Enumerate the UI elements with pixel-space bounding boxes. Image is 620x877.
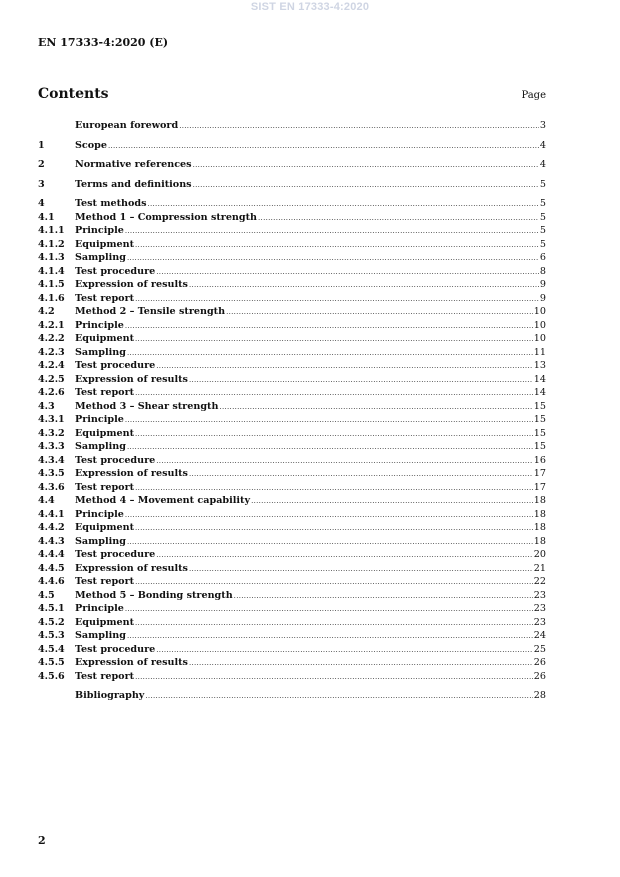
toc-entry-number: 4.1.2 (38, 238, 65, 250)
toc-entry-title: Test methods (75, 198, 147, 209)
toc-entry-title: Sampling (75, 252, 126, 263)
toc-entry[interactable] (38, 400, 546, 414)
toc-entry-title: Expression of results (75, 562, 188, 574)
toc-dot-leader (156, 549, 533, 563)
toc-entry[interactable] (38, 292, 546, 306)
toc-entry-number: 4.4.4 (38, 549, 65, 560)
toc-entry-title: Terms and definitions (75, 178, 192, 190)
toc-entry-number: 4.1.1 (38, 225, 65, 236)
toc-entry-title: Scope (75, 139, 107, 151)
toc-dot-leader (193, 159, 539, 173)
toc-dot-leader (156, 644, 533, 658)
toc-entry-page: 17 (533, 481, 546, 493)
toc-entry-title: Equipment (75, 427, 135, 439)
toc-entry-page: 5 (539, 198, 546, 209)
toc-entry-title: Sampling (75, 441, 126, 452)
toc-entry-number: 4.2.1 (38, 319, 65, 331)
toc-entry[interactable] (38, 440, 546, 454)
toc-entry[interactable] (38, 238, 546, 252)
toc-entry[interactable] (38, 158, 546, 172)
toc-entry-page: 22 (533, 576, 546, 587)
toc-entry-page: 18 (533, 522, 546, 533)
toc-entry-page: 15 (533, 427, 546, 439)
toc-entry[interactable] (38, 535, 546, 549)
toc-entry-title: Equipment (75, 616, 135, 628)
toc-entry[interactable] (38, 386, 546, 400)
toc-entry-page: 24 (533, 630, 546, 641)
toc-entry-page: 3 (539, 120, 546, 131)
toc-entry-title: Expression of results (75, 373, 188, 385)
toc-dot-leader (127, 630, 533, 644)
toc-dot-leader (125, 225, 539, 239)
toc-entry[interactable] (38, 278, 546, 292)
toc-dot-leader (135, 239, 539, 253)
toc-entry-title: Test procedure (75, 360, 156, 371)
toc-entry-title: Test report (75, 387, 135, 398)
toc-entry-number: 4.5.6 (38, 670, 65, 682)
toc-entry-number: 4.3.4 (38, 454, 65, 466)
toc-entry-title: Test procedure (75, 549, 156, 560)
toc-entry-page: 16 (533, 454, 546, 466)
toc-entry-title: Principle (75, 319, 124, 331)
toc-entry-title: Sampling (75, 346, 126, 358)
toc-dot-leader (147, 198, 538, 212)
toc-dot-leader (135, 482, 533, 496)
toc-dot-leader (127, 347, 533, 361)
toc-entry-page: 20 (533, 549, 546, 560)
toc-entry-number: 4.4.2 (38, 522, 65, 533)
toc-entry[interactable] (38, 575, 546, 589)
toc-dot-leader (125, 320, 533, 334)
toc-dot-leader (189, 657, 533, 671)
toc-entry[interactable] (38, 481, 546, 495)
toc-entry[interactable] (38, 521, 546, 535)
toc-entry-page: 15 (533, 441, 546, 452)
toc-entry-page: 23 (533, 589, 546, 601)
toc-entry-number: 4.3.1 (38, 414, 65, 425)
toc-entry[interactable] (38, 670, 546, 684)
toc-dot-leader (189, 279, 539, 293)
toc-dot-leader (226, 306, 533, 320)
toc-entry-number: 4.3.2 (38, 427, 65, 439)
toc-entry-title: Principle (75, 225, 124, 236)
toc-entry[interactable] (38, 359, 546, 373)
page-column-label: Page (521, 90, 546, 101)
toc-dot-leader (135, 428, 533, 442)
toc-entry-title: Test procedure (75, 265, 156, 277)
toc-entry-page: 5 (539, 178, 546, 190)
toc-entry[interactable] (38, 251, 546, 265)
toc-dot-leader (189, 374, 533, 388)
toc-entry[interactable] (38, 589, 546, 603)
toc-entry-page: 6 (539, 252, 546, 263)
toc-entry-page: 23 (533, 603, 546, 614)
toc-entry-title: Principle (75, 508, 124, 520)
page-number: 2 (38, 834, 46, 847)
toc-entry-title: Test report (75, 292, 135, 304)
toc-entry[interactable] (38, 197, 546, 211)
toc-entry-number: 4.2.3 (38, 346, 65, 358)
toc-dot-leader (125, 509, 533, 523)
toc-entry-title: Normative references (75, 159, 192, 170)
toc-entry-page: 28 (533, 690, 546, 701)
toc-dot-leader (127, 252, 539, 266)
toc-entry[interactable] (38, 373, 546, 387)
toc-entry[interactable] (38, 548, 546, 562)
toc-entry[interactable] (38, 305, 546, 319)
toc-entry-number: 4.1.4 (38, 265, 65, 277)
toc-dot-leader (258, 212, 539, 226)
toc-entry-title: Test report (75, 670, 135, 682)
toc-entry-title: European foreword (75, 120, 179, 131)
toc-entry[interactable] (38, 602, 546, 616)
toc-dot-leader (219, 401, 532, 415)
toc-entry-number: 4.5.4 (38, 643, 65, 655)
toc-entry-page: 9 (539, 292, 546, 304)
toc-entry[interactable] (38, 616, 546, 630)
toc-entry-title: Principle (75, 414, 124, 425)
toc-entry-page: 26 (533, 657, 546, 668)
toc-entry-number: 2 (38, 159, 45, 170)
toc-entry[interactable] (38, 119, 546, 133)
toc-entry-page: 14 (533, 373, 546, 385)
toc-entry-title: Equipment (75, 238, 135, 250)
toc-entry-page: 15 (533, 400, 546, 412)
toc-entry-page: 21 (533, 562, 546, 574)
table-of-contents (38, 119, 546, 703)
toc-entry[interactable] (38, 629, 546, 643)
toc-entry-page: 9 (539, 279, 546, 290)
toc-dot-leader (135, 333, 533, 347)
toc-entry-number: 4.2 (38, 306, 55, 317)
toc-entry-number: 1 (38, 139, 45, 151)
toc-dot-leader (135, 293, 539, 307)
toc-entry-title: Equipment (75, 333, 135, 344)
toc-entry-page: 14 (533, 387, 546, 398)
contents-heading: Contents (38, 86, 109, 102)
toc-entry-title: Sampling (75, 630, 126, 641)
toc-entry-page: 13 (533, 360, 546, 371)
toc-entry-page: 18 (533, 495, 546, 506)
toc-entry-number: 4.1.6 (38, 292, 65, 304)
toc-entry-page: 4 (539, 159, 546, 170)
toc-entry-title: Method 2 – Tensile strength (75, 306, 226, 317)
toc-entry-number: 4.5.1 (38, 603, 65, 614)
toc-entry-page: 15 (533, 414, 546, 425)
toc-dot-leader (135, 522, 533, 536)
toc-entry[interactable] (38, 211, 546, 225)
toc-entry-page: 18 (533, 508, 546, 520)
toc-entry-number: 4.4.3 (38, 535, 65, 547)
toc-entry-number: 4.5.5 (38, 657, 65, 668)
toc-entry[interactable] (38, 413, 546, 427)
toc-dot-leader (179, 120, 539, 134)
toc-entry[interactable] (38, 508, 546, 522)
toc-entry-number: 4.5.2 (38, 616, 65, 628)
toc-entry-number: 4.2.6 (38, 387, 65, 398)
toc-entry-number: 4.5 (38, 589, 55, 601)
toc-entry[interactable] (38, 224, 546, 238)
toc-entry-page: 10 (533, 319, 546, 331)
toc-entry-number: 4 (38, 198, 45, 209)
toc-entry[interactable] (38, 319, 546, 333)
toc-entry-page: 4 (539, 139, 546, 151)
toc-entry[interactable] (38, 562, 546, 576)
toc-entry[interactable] (38, 265, 546, 279)
toc-entry-page: 23 (533, 616, 546, 628)
toc-entry-number: 4.1.3 (38, 252, 65, 263)
toc-entry[interactable] (38, 139, 546, 153)
toc-entry-number: 4.2.4 (38, 360, 65, 371)
toc-entry-title: Expression of results (75, 657, 188, 668)
toc-entry-title: Method 4 – Movement capability (75, 495, 251, 506)
toc-dot-leader (193, 179, 539, 193)
toc-entry-number: 4.2.2 (38, 333, 65, 344)
toc-entry-number: 4.3.3 (38, 441, 65, 452)
toc-entry-page: 18 (533, 535, 546, 547)
toc-entry[interactable] (38, 346, 546, 360)
toc-entry-page: 10 (533, 333, 546, 344)
toc-entry[interactable] (38, 656, 546, 670)
toc-entry-page: 8 (539, 265, 546, 277)
toc-dot-leader (108, 140, 539, 154)
toc-entry[interactable] (38, 427, 546, 441)
toc-entry-page: 11 (533, 346, 546, 358)
toc-dot-leader (127, 536, 533, 550)
toc-dot-leader (145, 690, 532, 704)
toc-entry-number: 4.3.5 (38, 468, 65, 479)
toc-entry-page: 26 (533, 670, 546, 682)
toc-dot-leader (125, 414, 533, 428)
toc-entry-title: Principle (75, 603, 124, 614)
toc-entry[interactable] (38, 467, 546, 481)
toc-dot-leader (135, 617, 533, 631)
toc-entry-title: Expression of results (75, 279, 188, 290)
toc-entry-title: Expression of results (75, 468, 188, 479)
toc-dot-leader (251, 495, 533, 509)
toc-entry-number: 4.3 (38, 400, 55, 412)
toc-entry-title: Test procedure (75, 643, 156, 655)
toc-entry[interactable] (38, 178, 546, 192)
toc-entry-title: Method 3 – Shear strength (75, 400, 219, 412)
toc-dot-leader (156, 360, 533, 374)
toc-entry-number: 4.1.5 (38, 279, 65, 290)
toc-entry-number: 4.4.1 (38, 508, 65, 520)
toc-entry-page: 5 (539, 238, 546, 250)
toc-entry-title: Test procedure (75, 454, 156, 466)
toc-entry-title: Test report (75, 576, 135, 587)
toc-entry-title: Sampling (75, 535, 126, 547)
toc-entry-page: 5 (539, 211, 546, 223)
toc-entry-number: 4.2.5 (38, 373, 65, 385)
toc-entry[interactable] (38, 643, 546, 657)
toc-entry-number: 4.4.6 (38, 576, 65, 587)
toc-dot-leader (135, 576, 533, 590)
document-code: EN 17333-4:2020 (E) (38, 36, 169, 49)
toc-entry-number: 4.5.3 (38, 630, 65, 641)
toc-entry-page: 17 (533, 468, 546, 479)
toc-entry[interactable] (38, 494, 546, 508)
toc-entry-title: Equipment (75, 522, 135, 533)
toc-entry[interactable] (38, 689, 546, 703)
toc-entry-title: Method 1 – Compression strength (75, 211, 258, 223)
toc-dot-leader (135, 671, 533, 685)
toc-entry-title: Method 5 – Bonding strength (75, 589, 233, 601)
toc-dot-leader (156, 455, 533, 469)
toc-entry[interactable] (38, 454, 546, 468)
toc-entry-page: 25 (533, 643, 546, 655)
toc-entry-number: 4.3.6 (38, 481, 65, 493)
toc-dot-leader (189, 563, 533, 577)
watermark: SIST EN 17333-4:2020 (250, 1, 370, 13)
toc-entry-page: 5 (539, 225, 546, 236)
toc-entry-number: 4.1 (38, 211, 55, 223)
toc-entry-page: 10 (533, 306, 546, 317)
toc-dot-leader (135, 387, 533, 401)
toc-entry-title: Bibliography (75, 690, 145, 701)
toc-entry-number: 4.4.5 (38, 562, 65, 574)
toc-dot-leader (156, 266, 539, 280)
toc-dot-leader (234, 590, 533, 604)
toc-entry-title: Test report (75, 481, 135, 493)
toc-entry[interactable] (38, 332, 546, 346)
toc-dot-leader (127, 441, 533, 455)
toc-dot-leader (189, 468, 533, 482)
toc-entry-number: 3 (38, 178, 45, 190)
toc-dot-leader (125, 603, 533, 617)
toc-entry-number: 4.4 (38, 495, 55, 506)
